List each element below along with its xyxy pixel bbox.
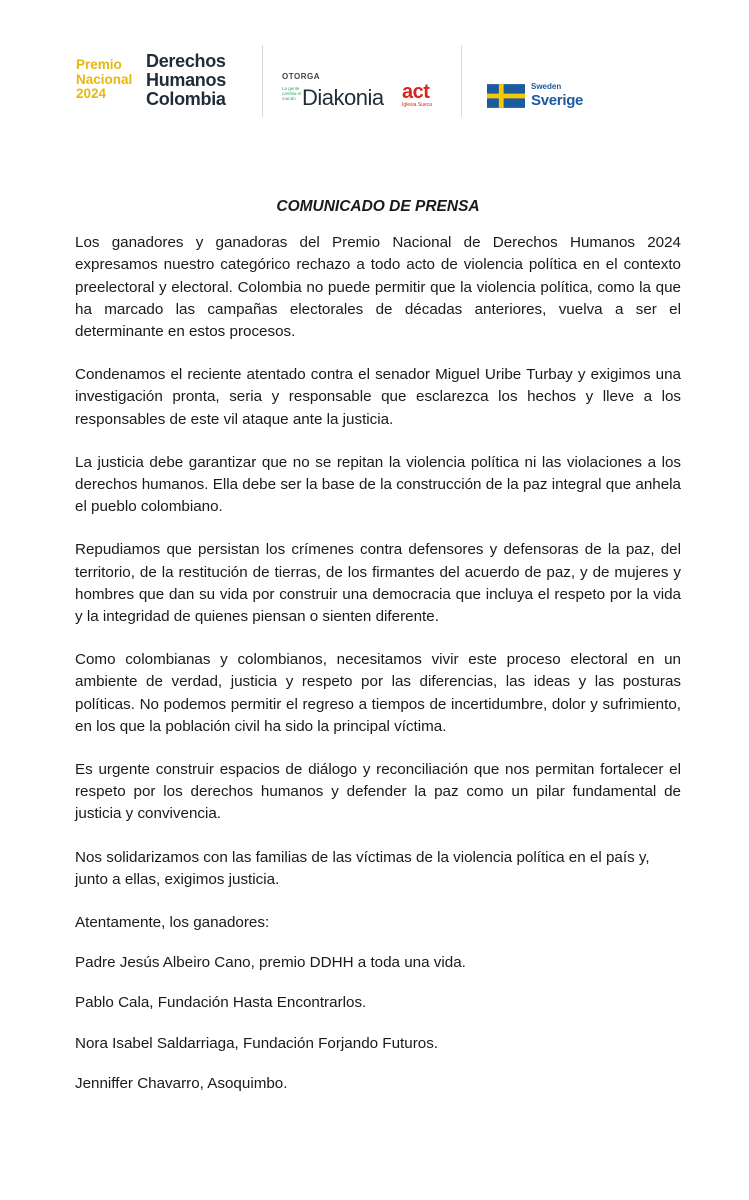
paragraph: Repudiamos que persistan los crímenes contra defensores y defensoras de la paz, del territorio, de la restitución de tierras, de los firmantes del acuerdo de paz, y de mujeres y hombres que dan su vida por construir una democracia que incluya el respeto por la vida y la integridad de quienes piensan o sienten diferente.: [75, 541, 681, 626]
header-divider: [262, 45, 263, 117]
letterhead: [0, 0, 749, 150]
signatory: Nora Isabel Saldarriaga, Fundación Forjando Futuros.: [75, 1034, 439, 1052]
diakonia-logo: Diakonia: [302, 85, 384, 110]
paragraph: Es urgente construir espacios de diálogo y reconciliación que nos permitan fortalecer el respeto por los derechos humanos y defender la paz como un pilar fundamental de justicia y convivencia.: [75, 761, 681, 823]
signatory: Pablo Cala, Fundación Hasta Encontrarlos.: [75, 994, 367, 1012]
paragraph: La justicia debe garantizar que no se repitan la violencia política ni las violaciones a los derechos humanos. Ella debe ser la base de la construcción de la paz integral que anhela el pueblo colombiano.: [75, 453, 681, 516]
act-iglesia-sueca-logo: [402, 82, 432, 108]
premio-ddhh-logo: [76, 52, 241, 114]
paragraph: Como colombianas y colombianos, necesitamos vivir este proceso electoral en un ambiente de verdad, justicia y respeto por las diferencias, las ideas y las posturas políticas. No podemos permitir el regreso a tiempos de incertidumbre, dolor y sufrimiento, en los que la población civil ha sido la principal víctima.: [75, 651, 681, 735]
header-divider: [461, 45, 462, 117]
signatory: Jenniffer Chavarro, Asoquimbo.: [75, 1074, 288, 1092]
paragraph: Condenamos el reciente atentado contra el senador Miguel Uribe Turbay y exigimos una investigación pronta, seria y responsable que esclarezca los hechos y lleve a los responsables de este vil ataque ante la justicia.: [75, 366, 681, 428]
press-release-body: [75, 196, 681, 1113]
closing-line: Atentamente, los ganadores:: [75, 914, 270, 932]
sweden-label: Sweden: [531, 82, 562, 91]
act-subtitle: Iglesia Sueca: [402, 102, 433, 108]
premio-nacional-text: Premio Nacional 2024: [76, 57, 133, 101]
paragraph: Nos solidarizamos con las familias de las víctimas de la violencia política en el país y, junto a ellas, exigimos justicia.: [75, 848, 650, 888]
paragraph: Los ganadores y ganadoras del Premio Nacional de Derechos Humanos 2024 expresamos nuestro categórico rechazo a todo acto de violencia política en el contexto preelectoral y electoral. Colombia no puede permitir que la violencia política, como la que ha marcado las campañas electorales de décadas anteriores, vuelva a ser el determinante en estos procesos.: [75, 234, 681, 341]
document-title: COMUNICADO DE PRENSA: [276, 198, 480, 215]
sverige-label: Sverige: [531, 92, 584, 109]
derechos-humanos-colombia-text: Derechos Humanos Colombia: [146, 51, 226, 109]
otorga-label: OTORGA: [282, 72, 320, 81]
swedish-flag-icon: [487, 84, 525, 108]
act-wordmark: act: [402, 81, 430, 103]
sweden-sverige-logo: [487, 82, 597, 112]
otorga-sponsors: [282, 72, 452, 116]
signatory: Padre Jesús Albeiro Cano, premio DDHH a toda una vida.: [75, 954, 466, 972]
diakonia-tagline: La gente cambia el mundo: [282, 86, 302, 101]
